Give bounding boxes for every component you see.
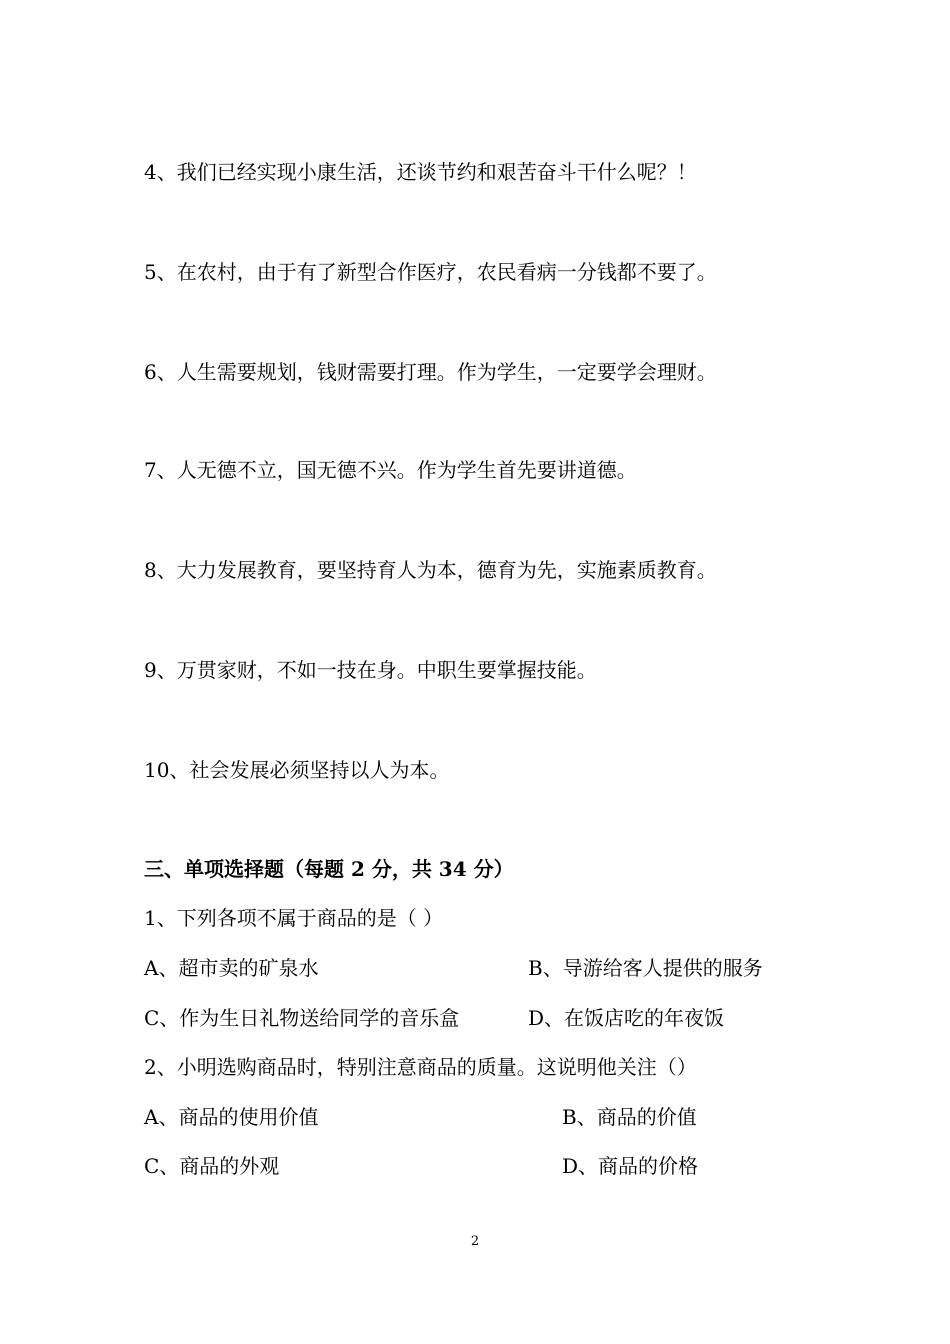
- statement-10: 10、社会发展必须坚持以人为本。: [144, 758, 450, 782]
- question-2-option-b: B、商品的价值: [562, 1105, 697, 1129]
- statement-6: 6、人生需要规划，钱财需要打理。作为学生，一定要学会理财。: [144, 360, 717, 384]
- statement-8: 8、大力发展教育，要坚持育人为本，德育为先，实施素质教育。: [144, 558, 717, 582]
- question-2-option-d: D、商品的价格: [562, 1154, 699, 1178]
- statement-5: 5、在农村，由于有了新型合作医疗，农民看病一分钱都不要了。: [144, 260, 717, 284]
- question-1-option-d: D、在饭店吃的年夜饭: [528, 1006, 725, 1030]
- question-2-option-a: A、商品的使用价值: [144, 1105, 319, 1129]
- statement-4: 4、我们已经实现小康生活，还谈节约和艰苦奋斗干什么呢？！: [144, 160, 697, 184]
- question-1-option-b: B、导游给客人提供的服务: [528, 956, 763, 980]
- question-1-option-a: A、超市卖的矿泉水: [144, 956, 319, 980]
- question-1-option-c: C、作为生日礼物送给同学的音乐盒: [144, 1006, 460, 1030]
- statement-7: 7、人无德不立，国无德不兴。作为学生首先要讲道德。: [144, 458, 637, 482]
- section-heading: 三、单项选择题（每题 2 分，共 34 分）: [144, 857, 514, 881]
- question-2-stem: 2、小明选购商品时，特别注意商品的质量。这说明他关注（）: [144, 1055, 697, 1079]
- page-number: 2: [470, 1234, 480, 1249]
- question-1-stem: 1、下列各项不属于商品的是（ ）: [144, 906, 444, 930]
- question-2-option-c: C、商品的外观: [144, 1154, 280, 1178]
- statement-9: 9、万贯家财，不如一技在身。中职生要掌握技能。: [144, 658, 597, 682]
